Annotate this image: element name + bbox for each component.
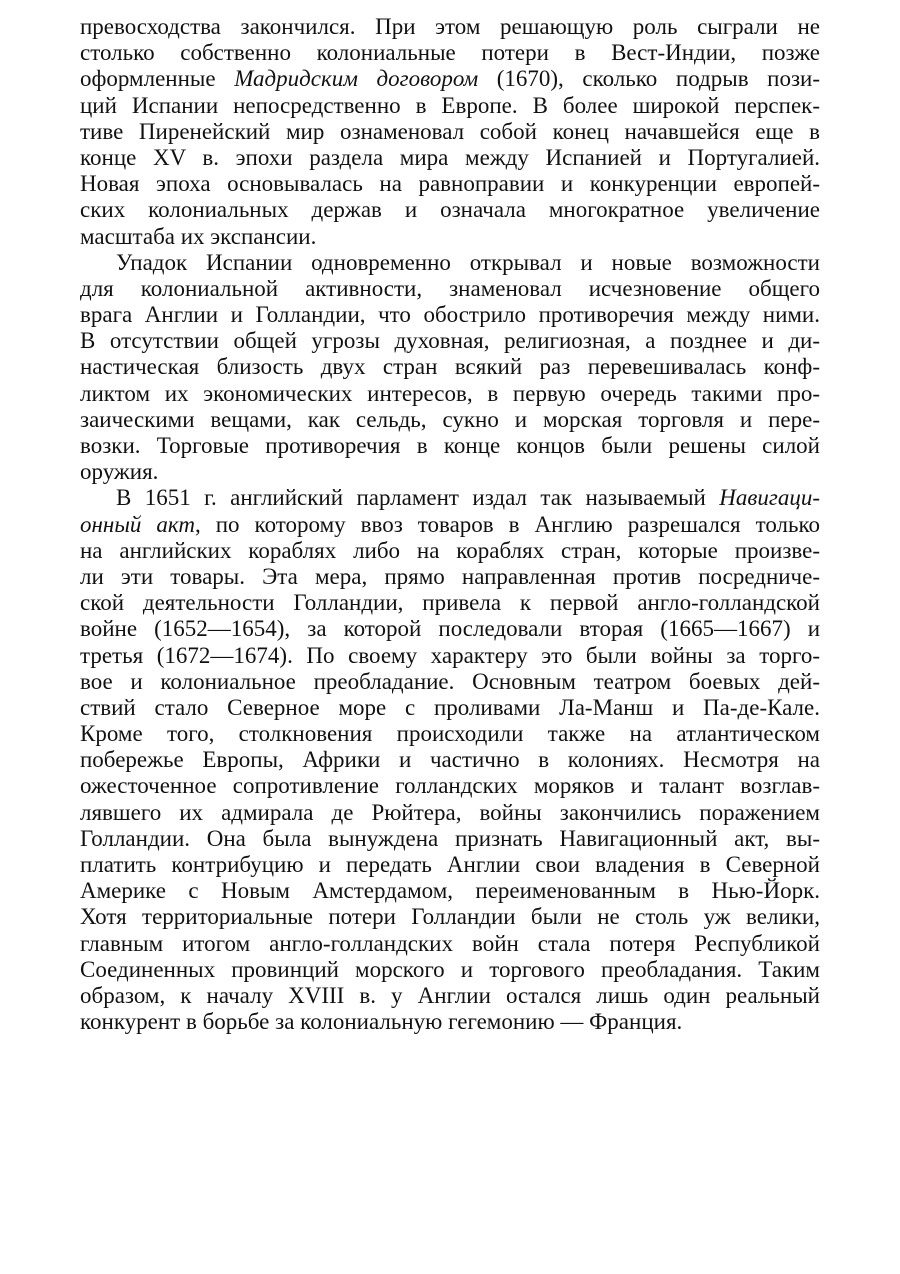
text-segment: заическими вещами, как сельдь, сукно и морская торговля и пере- <box>80 406 820 432</box>
text-line <box>80 669 820 695</box>
text-segment: конкурент в борьбе за колониальную гегемонию — Франция. <box>80 1009 683 1035</box>
text-segment: для колониальной активности, знаменовал исчезновение общего <box>80 275 820 301</box>
text-line <box>80 66 820 92</box>
text-segment: ской деятельности Голландии, привела к первой англо-голландской <box>80 590 820 616</box>
text-line <box>80 957 820 983</box>
text-line <box>80 93 820 119</box>
text-segment: В отсутствии общей угрозы духовная, религиозная, а позднее и ди- <box>80 328 820 354</box>
text-segment: третья (1672—1674). По своему характеру это были войны за торго- <box>80 642 820 668</box>
text-line <box>80 381 820 407</box>
text-line <box>80 852 820 878</box>
text-segment: платить контрибуцию и передать Англии свои владения в Северной <box>80 852 820 877</box>
text-line <box>80 354 820 380</box>
text-segment: на английских кораблях либо на кораблях стран, которые произве- <box>80 537 820 563</box>
text-segment: Америке с Новым Амстердамом, переименованным в Нью-Йорк. <box>80 878 820 904</box>
text-line <box>80 512 820 538</box>
text-segment: ли эти товары. Эта мера, прямо направленная против посредниче- <box>80 563 820 589</box>
text-line <box>80 773 820 799</box>
text-segment: Соединенных провинций морского и торгового преобладания. Таким <box>80 956 820 982</box>
text-segment: , по которому ввоз товаров в Англию разрешался только <box>194 511 821 537</box>
text-segment: (1670), сколько подрыв пози- <box>478 66 821 92</box>
text-line <box>80 538 820 564</box>
text-segment: Кроме того, столкновения происходили также на атлантическом <box>80 721 820 747</box>
text-line <box>80 747 820 773</box>
text-segment: ций Испании непосредственно в Европе. В более широкой перспек- <box>80 92 820 118</box>
text-segment: настическая близость двух стран всякий раз перевешивалась конф- <box>80 354 820 380</box>
text-segment: столько собственно колониальные потери в Вест-Индии, позже <box>80 40 820 66</box>
text-segment: Упадок Испании одновременно открывал и новые возможности <box>116 249 820 275</box>
text-line <box>80 171 820 197</box>
text-line <box>80 224 820 250</box>
text-segment: ожесточенное сопротивление голландских моряков и талант возглав- <box>80 773 820 799</box>
text-segment: вое и колониальное преобладание. Основным театром боевых дей- <box>80 668 820 694</box>
text-segment: В 1651 г. английский парламент издал так называемый <box>116 485 720 511</box>
text-segment: Голландии. Она была вынуждена признать Навигационный акт, вы- <box>80 825 820 851</box>
text-segment: главным итогом англо-голландских войн стала потеря Республикой <box>80 930 820 956</box>
text-line <box>80 826 820 852</box>
paragraph-2 <box>80 250 820 486</box>
text-line <box>80 459 820 485</box>
text-line <box>80 276 820 302</box>
text-line <box>80 904 820 930</box>
text-line <box>80 145 820 171</box>
text-line <box>80 1009 820 1035</box>
text-segment: войне (1652—1654), за которой последовали вторая (1665—1667) и <box>80 616 820 642</box>
text-segment: побережье Европы, Африки и частично в колониях. Несмотря на <box>80 747 820 773</box>
text-line <box>80 643 820 669</box>
text-segment: образом, к началу XVIII в. у Англии остался лишь один реальный <box>80 982 820 1008</box>
text-line <box>80 800 820 826</box>
text-line <box>80 878 820 904</box>
text-line <box>80 407 820 433</box>
text-segment: ствий стало Северное море с проливами Ла-Манш и Па-де-Кале. <box>80 694 820 720</box>
text-segment: возки. Торговые противоречия в конце концов были решены силой <box>80 433 820 458</box>
text-line <box>80 328 820 354</box>
text-segment: масштаба их экспансии. <box>80 223 317 249</box>
text-line <box>80 590 820 616</box>
text-line <box>80 40 820 66</box>
text-segment: Хотя территориальные потери Голландии были не столь уж велики, <box>80 904 820 930</box>
text-line <box>80 721 820 747</box>
text-line <box>80 983 820 1009</box>
paragraph-1 <box>80 14 820 250</box>
text-segment: оформленные <box>80 66 235 92</box>
text-segment: конце XV в. эпохи раздела мира между Испанией и Португалией. <box>80 144 820 170</box>
text-line <box>80 695 820 721</box>
text-segment: превосходства закончился. При этом решающую роль сыграли не <box>80 14 820 39</box>
text-line <box>80 485 820 511</box>
text-line <box>80 931 820 957</box>
text-segment: оружия. <box>80 459 159 485</box>
paragraph-3 <box>80 485 820 1035</box>
text-line <box>80 14 820 40</box>
text-segment: тиве Пиренейский мир ознаменовал собой конец начавшейся еще в <box>80 118 820 144</box>
italic-term: Навигаци- <box>719 485 820 511</box>
italic-term: онный акт <box>80 511 195 537</box>
italic-term: Мадридским договором <box>234 66 479 92</box>
text-segment: врага Англии и Голландии, что обострило противоречия между ними. <box>80 302 820 328</box>
text-line <box>80 302 820 328</box>
text-segment: Новая эпоха основывалась на равноправии и конкуренции европей- <box>80 171 820 197</box>
text-line <box>80 250 820 276</box>
text-line <box>80 433 820 459</box>
document-page <box>80 14 820 1035</box>
text-line <box>80 564 820 590</box>
text-line <box>80 119 820 145</box>
text-segment: ских колониальных держав и означала многократное увеличение <box>80 197 820 223</box>
text-line <box>80 197 820 223</box>
text-segment: ликтом их экономических интересов, в первую очередь такими про- <box>80 380 820 406</box>
text-segment: лявшего их адмирала де Рюйтера, войны закончились поражением <box>80 799 820 825</box>
text-line <box>80 616 820 642</box>
